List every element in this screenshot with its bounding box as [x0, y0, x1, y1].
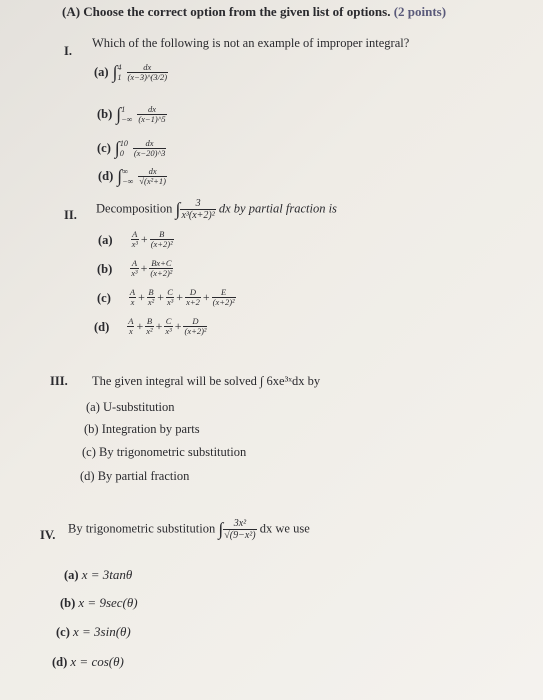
q1-number: I. — [64, 44, 72, 58]
integral-sign: ∫ — [175, 199, 181, 219]
option-label: (b) — [97, 261, 113, 276]
option-label: (d) — [52, 655, 68, 669]
option-label: (d) — [98, 169, 114, 184]
q2-number: II. — [64, 208, 77, 222]
q1-option-d — [98, 166, 167, 187]
option-expression: x = 3sin(θ) — [73, 624, 131, 639]
q3-option-c: (c) By trigonometric substitution — [82, 445, 247, 459]
option-label: (b) — [60, 596, 76, 610]
q4-option-c — [56, 624, 131, 640]
q3-option-a: (a) U-substitution — [86, 400, 175, 414]
integral-sign: ∫ — [112, 62, 118, 82]
q4-option-a — [64, 567, 132, 583]
integral-sign: ∫ — [218, 519, 224, 539]
option-label: (a) — [98, 232, 113, 247]
q1-prompt: Which of the following is not an example of improper integral? — [92, 36, 410, 50]
term-fraction: $\frac{C}{\text{x³}}$ — [166, 287, 174, 308]
term-fraction: $\frac{A}{x}$ — [128, 316, 134, 337]
integral-limits: 1 −∞ — [121, 105, 133, 124]
q3-option-d: (d) By partial fraction — [80, 469, 190, 483]
q4-integrand: $\frac{\text{3x²}}{\text{√(9−x²)}}$ — [224, 518, 256, 541]
integral-sign: ∫ — [116, 104, 122, 124]
q2-option-d: (d) $\frac{A}{x}$ + $\frac{B}{\text{x²}}$ + $\frac{C}{\text{x³}}$ + $\frac{D}{\text{(x+2)²}}$ — [94, 316, 207, 337]
q4-option-b — [60, 595, 138, 611]
term-fraction: $\frac{D}{\text{(x+2)²}}$ — [184, 316, 207, 337]
q1-option-c — [97, 138, 166, 159]
integral-sign: ∫ — [114, 138, 120, 158]
integral-limits: ∞ −∞ — [122, 167, 134, 186]
option-label: (a) — [94, 65, 109, 80]
integral-limits: 10 0 — [119, 139, 128, 158]
section-a-title: (A) Choose the correct option from the given list of options. — [62, 4, 391, 19]
term-fraction: $\frac{A}{\text{x³}}$ — [131, 258, 138, 279]
q1-option-a — [94, 62, 168, 83]
term-fraction: $\frac{B}{\text{x²}}$ — [146, 316, 153, 337]
option-label: (a) — [64, 568, 79, 582]
term-fraction: $\frac{D}{x+2}$ — [186, 287, 200, 308]
term-fraction: $\frac{B}{\text{(x+2)²}}$ — [150, 229, 173, 250]
option-expression: x = cos(θ) — [70, 654, 124, 669]
q4-option-d — [52, 654, 124, 670]
q2-prompt-prefix: Decomposition — [96, 201, 173, 216]
option-label: (c) — [56, 625, 70, 639]
q4-number: IV. — [40, 528, 56, 542]
term-fraction: $\frac{C}{\text{x³}}$ — [165, 316, 172, 337]
term-fraction: $\frac{A}{x}$ — [129, 287, 136, 308]
section-a-heading — [62, 4, 446, 20]
integral-limits: 4 1 — [117, 63, 122, 82]
q1-option-b — [97, 104, 167, 125]
q3-prompt: The given integral will be solved ∫ 6xe³ˣdx by — [92, 374, 321, 388]
q2-integrand: $\frac{3}{\text{x³(x+2)²}}$ — [181, 198, 215, 221]
option-label: (c) — [97, 141, 111, 156]
option-expression: x = 3tanθ — [81, 567, 133, 582]
q3-number: III. — [50, 374, 68, 388]
option-label: (c) — [97, 290, 111, 305]
q4-prompt — [68, 518, 310, 541]
integral-sign: ∫ — [117, 166, 123, 186]
q2-option-c: (c) $\frac{A}{x}$ + $\frac{B}{\text{x²}}$ + $\frac{C}{\text{x³}}$ + $\frac{D}{x+2}$ + $\frac{E}{\text{(x+2)²}}$ — [97, 287, 235, 308]
option-label: (d) — [94, 319, 110, 334]
section-a-points: (2 points) — [393, 4, 447, 19]
term-fraction: $\frac{A}{\text{x³}}$ — [131, 229, 138, 250]
q2-prompt-suffix: dx by partial fraction is — [218, 201, 337, 216]
q2-option-a: (a) $\frac{A}{\text{x³}}$ + $\frac{B}{\text{(x+2)²}}$ — [98, 229, 173, 250]
q4-prompt-prefix: By trigonometric substitution — [68, 521, 216, 536]
term-fraction: $\frac{B}{\text{x²}}$ — [147, 287, 155, 308]
integrand-fraction: $\frac{dx}{(x-1)\^{}5}$ — [138, 103, 166, 124]
q2-option-b: (b) $\frac{A}{\text{x³}}$ + $\frac{Bx+C}{\text{(x+2)²}}$ — [97, 258, 173, 279]
term-fraction: $\frac{E}{\text{(x+2)²}}$ — [212, 287, 235, 308]
q4-prompt-suffix: dx we use — [259, 521, 310, 536]
option-label: (b) — [97, 107, 113, 122]
q2-prompt — [96, 198, 337, 221]
integrand-fraction: $\frac{dx}{\text{√(x²+1)}}$ — [139, 165, 166, 186]
term-fraction: $\frac{Bx+C}{\text{(x+2)²}}$ — [150, 258, 173, 279]
integrand-fraction: $\frac{dx}{(x-20)\^{}3}$ — [133, 137, 166, 158]
q3-option-b: (b) Integration by parts — [84, 422, 200, 436]
integrand-fraction: $\frac{dx}{(x-3)\^{}(3/2)}$ — [127, 61, 168, 82]
option-expression: x = 9sec(θ) — [78, 595, 138, 610]
